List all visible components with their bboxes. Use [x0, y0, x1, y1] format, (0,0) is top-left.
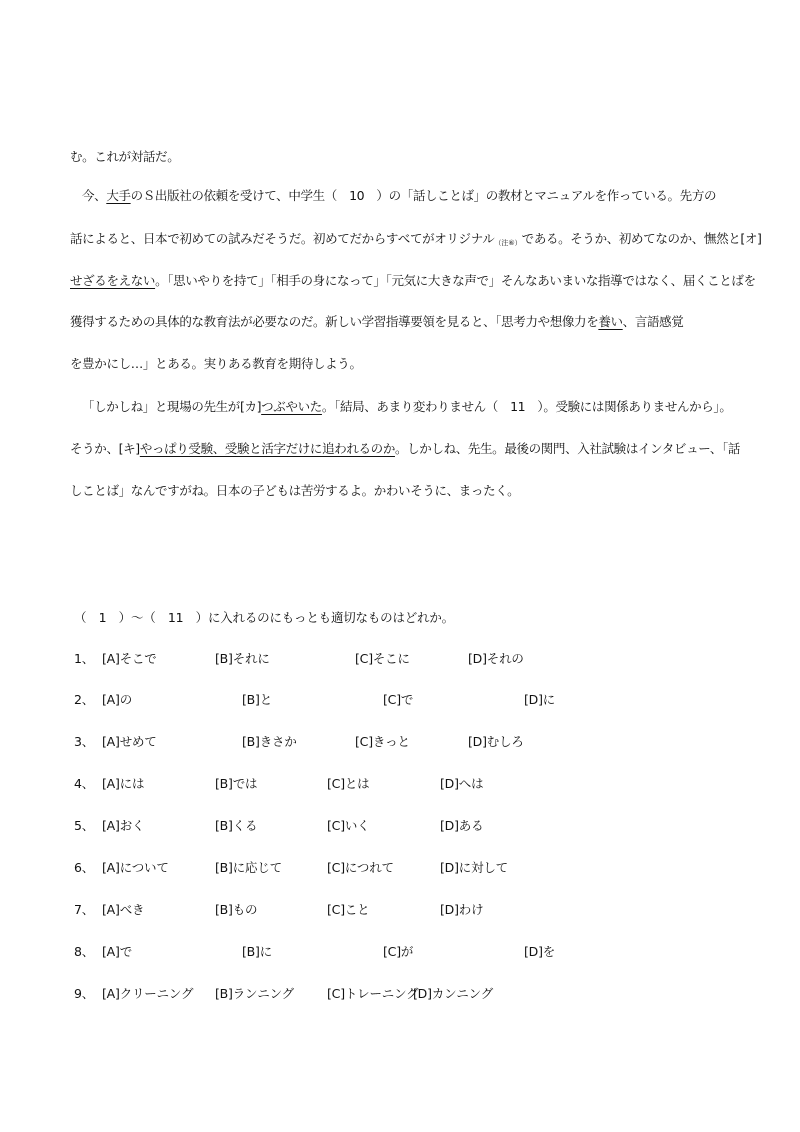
question-number: 6、 [74, 860, 95, 875]
option-d[interactable]: [D]むしろ [468, 734, 524, 749]
passage-text: 獲得するための具体的な教育法が必要なのだ。新しい学習指導要領を見ると、「思考力や想像力を [70, 314, 599, 329]
passage-line-9 [70, 482, 519, 500]
option-a[interactable]: [A]せめて [102, 734, 157, 749]
question-row-4 [0, 775, 800, 793]
option-c[interactable]: [C]とは [327, 776, 370, 791]
option-b[interactable]: [B]くる [215, 818, 258, 833]
underlined-phrase: 大手 [106, 188, 131, 203]
option-c[interactable]: [C]につれて [327, 860, 394, 875]
question-instruction [0, 609, 800, 627]
option-d[interactable]: [D]カンニング [413, 986, 494, 1001]
passage-text: 今、 [82, 188, 107, 203]
passage-text: む。これが対話だ。 [70, 149, 180, 164]
option-c[interactable]: [C]で [383, 692, 414, 707]
question-number: 4、 [74, 776, 95, 791]
passage-line-3 [70, 230, 762, 252]
question-row-2 [0, 691, 800, 709]
passage-text: 「しかしね」と現場の先生が[カ] [82, 399, 262, 414]
option-a[interactable]: [A]おく [102, 818, 145, 833]
passage-text: のＳ出版社の依頼を受けて、中学生（ 10 ）の「話しことば」の教材とマニュアルを作っている。先方の [130, 188, 717, 203]
option-a[interactable]: [A]について [102, 860, 169, 875]
underlined-phrase: つぶやいた [261, 399, 322, 414]
option-d[interactable]: [D]を [524, 944, 556, 959]
option-d[interactable]: [D]に対して [440, 860, 508, 875]
passage-text: そうか、[キ] [70, 441, 140, 456]
underlined-phrase: 養い [598, 314, 623, 329]
question-number: 5、 [74, 818, 95, 833]
passage-line-7 [70, 398, 731, 416]
passage-line-8 [70, 440, 740, 458]
option-c[interactable]: [C]トレーニング [327, 986, 419, 1001]
question-row-3 [0, 733, 800, 751]
underlined-phrase: やっぱり受験、受験と活字だけに追われるのか [139, 441, 395, 456]
question-number: 9、 [74, 986, 95, 1001]
option-a[interactable]: [A]そこで [102, 651, 157, 666]
question-number: 2、 [74, 692, 95, 707]
question-row-5 [0, 817, 800, 835]
question-number: 3、 [74, 734, 95, 749]
passage-text: である。そうか、初めてなのか、憮然と[オ] [521, 231, 762, 246]
passage-text: しことば」なんですがね。日本の子どもは苦労するよ。かわいそうに、まったく。 [70, 483, 520, 498]
question-row-7 [0, 901, 800, 919]
option-b[interactable]: [B]それに [215, 651, 270, 666]
option-c[interactable]: [C]こと [327, 902, 370, 917]
option-b[interactable]: [B]と [242, 692, 273, 707]
option-a[interactable]: [A]には [102, 776, 145, 791]
option-a[interactable]: [A]べき [102, 902, 145, 917]
option-c[interactable]: [C]きっと [355, 734, 410, 749]
passage-line-6 [70, 355, 362, 373]
passage-text: 。しかしね、先生。最後の関門、入社試験はインタビュー、「話 [394, 441, 741, 456]
passage-text: 。「思いやりを持て」「相手の身になって」「元気に大きな声で」そんなあいまいな指導ではなく、届くことばを [155, 273, 756, 288]
option-a[interactable]: [A]の [102, 692, 133, 707]
option-d[interactable]: [D]それの [468, 651, 524, 666]
question-row-6 [0, 859, 800, 877]
option-b[interactable]: [B]ランニング [215, 986, 294, 1001]
option-b[interactable]: [B]に応じて [215, 860, 282, 875]
option-c[interactable]: [C]が [383, 944, 414, 959]
passage-text: 話によると、日本で初めての試みだそうだ。初めてだからすべてがオリジナル [70, 231, 495, 246]
option-d[interactable]: [D]に [524, 692, 556, 707]
option-b[interactable]: [B]では [215, 776, 258, 791]
passage-line-1 [70, 148, 179, 166]
option-c[interactable]: [C]いく [327, 818, 370, 833]
question-number: 1、 [74, 651, 95, 666]
passage-line-4 [70, 272, 756, 290]
option-b[interactable]: [B]きさか [242, 734, 297, 749]
question-row-1 [0, 650, 800, 668]
option-d[interactable]: [D]わけ [440, 902, 484, 917]
passage-line-2 [70, 187, 716, 205]
option-d[interactable]: [D]ある [440, 818, 484, 833]
option-a[interactable]: [A]で [102, 944, 133, 959]
question-number: 7、 [74, 902, 95, 917]
passage-line-5 [70, 313, 683, 331]
footnote-marker: （注⑥） [494, 239, 522, 247]
passage-text: を豊かにし…」とある。実りある教育を期待しよう。 [70, 356, 362, 371]
option-a[interactable]: [A]クリーニング [102, 986, 194, 1001]
passage-text: 。「結局、あまり変わりません（ 11 ）。受験には関係ありませんから」。 [321, 399, 732, 414]
option-c[interactable]: [C]そこに [355, 651, 410, 666]
question-number: 8、 [74, 944, 95, 959]
instruction-text: （ 1 ）～（ 11 ）に入れるのにもっとも適切なものはどれか。 [74, 610, 454, 625]
question-row-8 [0, 943, 800, 961]
option-d[interactable]: [D]へは [440, 776, 484, 791]
underlined-phrase: せざるをえない [70, 273, 156, 288]
option-b[interactable]: [B]に [242, 944, 273, 959]
question-row-9 [0, 985, 800, 1003]
option-b[interactable]: [B]もの [215, 902, 258, 917]
passage-text: 、言語感覚 [622, 314, 684, 329]
